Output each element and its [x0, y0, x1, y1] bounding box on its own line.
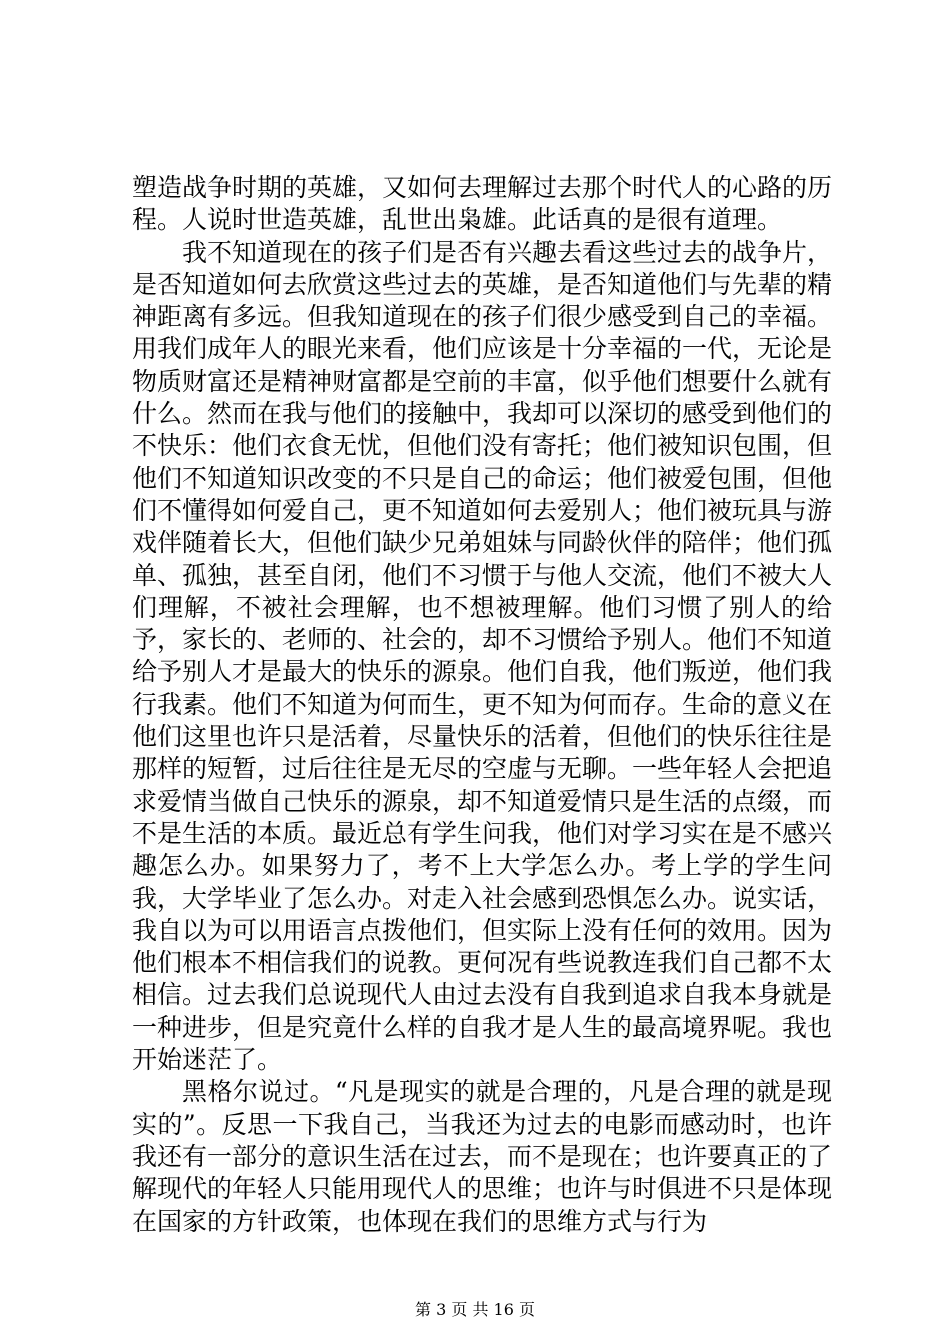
body-text — [132, 172, 832, 1238]
paragraph-1: 塑造战争时期的英雄，又如何去理解过去那个时代人的心路的历程。人说时世造英雄，乱世出枭雄。此话真的是很有道理。 — [132, 173, 833, 235]
paragraph-2: 我不知道现在的孩子们是否有兴趣去看这些过去的战争片，是否知道如何去欣赏这些过去的英雄，是否知道他们与先辈的精神距离有多远。但我知道现在的孩子们很少感受到自己的幸福。用我们成年人的眼光来看，他们应该是十分幸福的一代，无论是物质财富还是精神财富都是空前的丰富，似乎他们想要什么就有什么。然而在我与他们的接触中，我却可以深切的感受到他们的不快乐：他们衣食无忧，但他们没有寄托；他们被知识包围，但他们不知道知识改变的不只是自己的命运；他们被爱包围，但他们不懂得如何爱自己，更不知道如何去爱别人；他们被玩具与游戏伴随着长大，但他们缺少兄弟姐妹与同龄伙伴的陪伴；他们孤单、孤独，甚至自闭，他们不习惯于与他人交流，他们不被大人们理解，不被社会理解，也不想被理解。他们习惯了别人的给予，家长的、老师的、社会的，却不习惯给予别人。他们不知道给予别人才是最大的快乐的源泉。他们自我，他们叛逆，他们我行我素。他们不知道为何而生，更不知为何而存。生命的意义在他们这里也许只是活着，尽量快乐的活着，但他们的快乐往往是那样的短暂，过后往往是无尽的空虚与无聊。一些年轻人会把追求爱情当做自己快乐的源泉，却不知道爱情只是生活的点缀，而不是生活的本质。最近总有学生问我，他们对学习实在是不感兴趣怎么办。如果努力了，考不上大学怎么办。考上学的学生问我，大学毕业了怎么办。对走入社会感到恐惧怎么办。说实话，我自以为可以用语言点拨他们，但实际上没有任何的效用。因为他们根本不相信我们的说教。更何况有些说教连我们自己都不太相信。过去我们总说现代人由过去没有自我到追求自我本身就是一种进步，但是究竟什么样的自我才是人生的最高境界呢。我也开始迷茫了。 — [132, 237, 833, 1075]
page-number: 第 3 页 共 16 页 — [415, 1300, 535, 1319]
paragraph-3: 黑格尔说过。“凡是现实的就是合理的，凡是合理的就是现实的”。反思一下我自己，当我还为过去的电影而感动时，也许我还有一部分的意识生活在过去，而不是现在；也许要真正的了解现代的年轻人只能用现代人的思维；也许与时俱进不只是体现在国家的方针政策，也体现在我们的思维方式与行为 — [132, 1077, 833, 1236]
page-footer — [0, 1300, 950, 1320]
